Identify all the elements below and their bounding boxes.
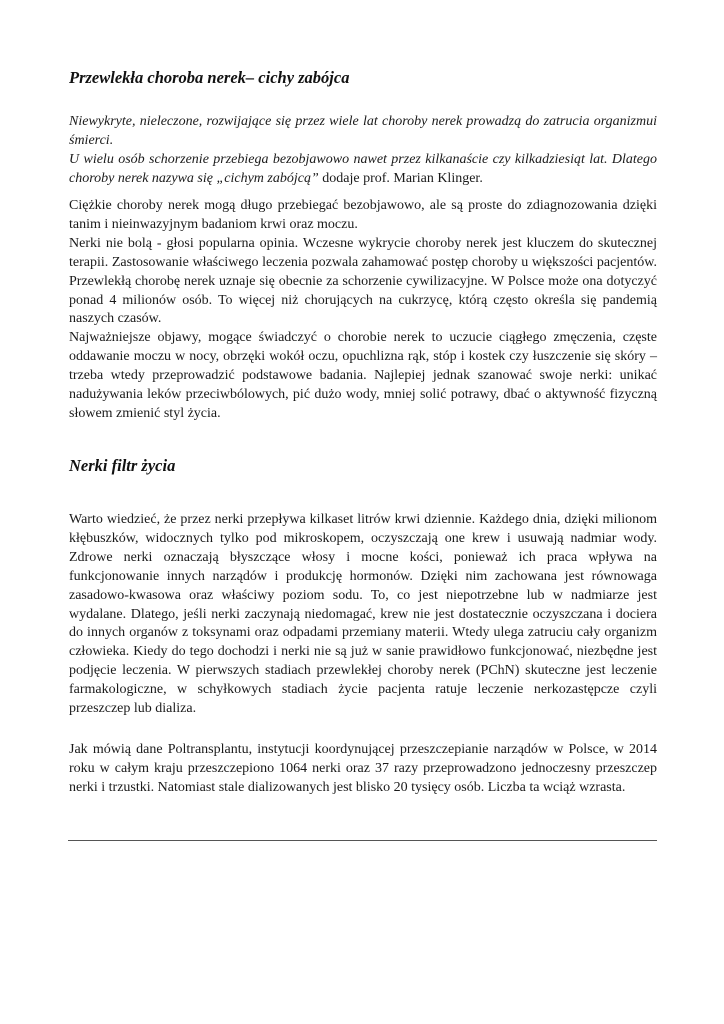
section-1-title: Przewlekła choroba nerek– cichy zabójca [69,68,350,87]
section-1-body [69,197,657,424]
section-2-paragraph-1: Warto wiedzieć, że przez nerki przepływa kilkaset litrów krwi dziennie. Każdego dnia, dzięki milionom kłębuszków, widocznych tylko pod mikroskopem, oczyszczają one krew i usuwają nadmiar wody. Zdrowe nerki oznaczają błyszczące włosy i mocne kości, ponieważ ich praca wpływa na funkcjonowanie innych narządów i produkcję hormonów. Dzięki nim zachowana jest równowaga zasadowo-kwasowa oraz właściwy poziom sodu. To, co jest niepotrzebne lub w nadmiarze jest wydalane. Dlatego, jeśli nerki zaczynają niedomagać, krew nie jest dostatecznie oczyszczana i dociera do innych organów z toksynami oraz odpadami przemiany materii. Wtedy ulega zatruciu cały organizm człowieka. Kiedy do tego dochodzi i nerki nie są już w sanie prawidłowo funkcjonować, niezbędne jest podjęcie leczenia. W pierwszych stadiach przewlekłej choroby nerek (PChN) skuteczne jest leczenie farmakologiczne, w schyłkowych stadiach życie pacjenta ratuje leczenie nerkozastępcze czyli przeszczep lub dializa. [69,512,657,717]
section-1-paragraph-2: Nerki nie bolą - głosi popularna opinia. Wczesne wykrycie choroby nerek jest kluczem do skutecznej terapii. Zastosowanie właściwego leczenia pozwala zahamować postęp choroby u większości pacjentów. Przewlekłą chorobę nerek uznaje się obecnie za schorzenie cywilizacyjne. W Polsce może ona dotyczyć ponad 4 milionów osób. To więcej niż chorujących na cukrzycę, którą często określa się pandemią naszych czasów. [69,235,657,327]
section-1-paragraph-3: Najważniejsze objawy, mogące świadczyć o chorobie nerek to uczucie ciągłego zmęczenia, częste oddawanie moczu w nocy, obrzęki wokół oczu, opuchlizna rąk, stóp i kostek czy łuszczenie się skóry – trzeba wtedy przeprowadzić podstawowe badania. Najlepiej jednak szanować swoje nerki: unikać nadużywania leków przeciwbólowych, pić dużo wody, mniej solić potrawy, dbać o aktywność fizyczną słowem zmienić styl życia. [69,330,657,421]
section-2-paragraph-2: Jak mówią dane Poltransplantu, instytucji koordynującej przeszczepianie narządów w Polsce, w 2014 roku w całym kraju przeszczepiono 1064 nerki oraz 37 razy przeprowadzono jednoczesny przeszczep nerki i trzustki. Natomiast stale dializowanych jest blisko 20 tysięcy osób. Liczba ta wciąż wzrasta. [69,742,657,795]
section-1-lead [69,113,657,189]
bottom-divider [68,840,657,841]
lead-paragraph-2 [69,151,657,189]
lead-quote: U wielu osób schorzenie przebiega bezobjawowo nawet przez kilkanaście czy kilkadziesiąt lat. Dlatego choroby nerek nazywa się „cichym zabójcą” [69,151,657,186]
section-1-paragraph-1: Ciężkie choroby nerek mogą długo przebiegać bezobjawowo, ale są proste do zdiagnozowania dzięki tanim i nieinwazyjnym badaniom krwi oraz moczu. [69,198,657,232]
lead-attribution: dodaje prof. Marian Klinger. [318,170,483,186]
section-2-title: Nerki filtr życia [69,456,176,475]
lead-paragraph-1: Niewykryte, nieleczone, rozwijające się przez wiele lat choroby nerek prowadzą do zatrucia organizmui śmierci. [69,114,657,148]
